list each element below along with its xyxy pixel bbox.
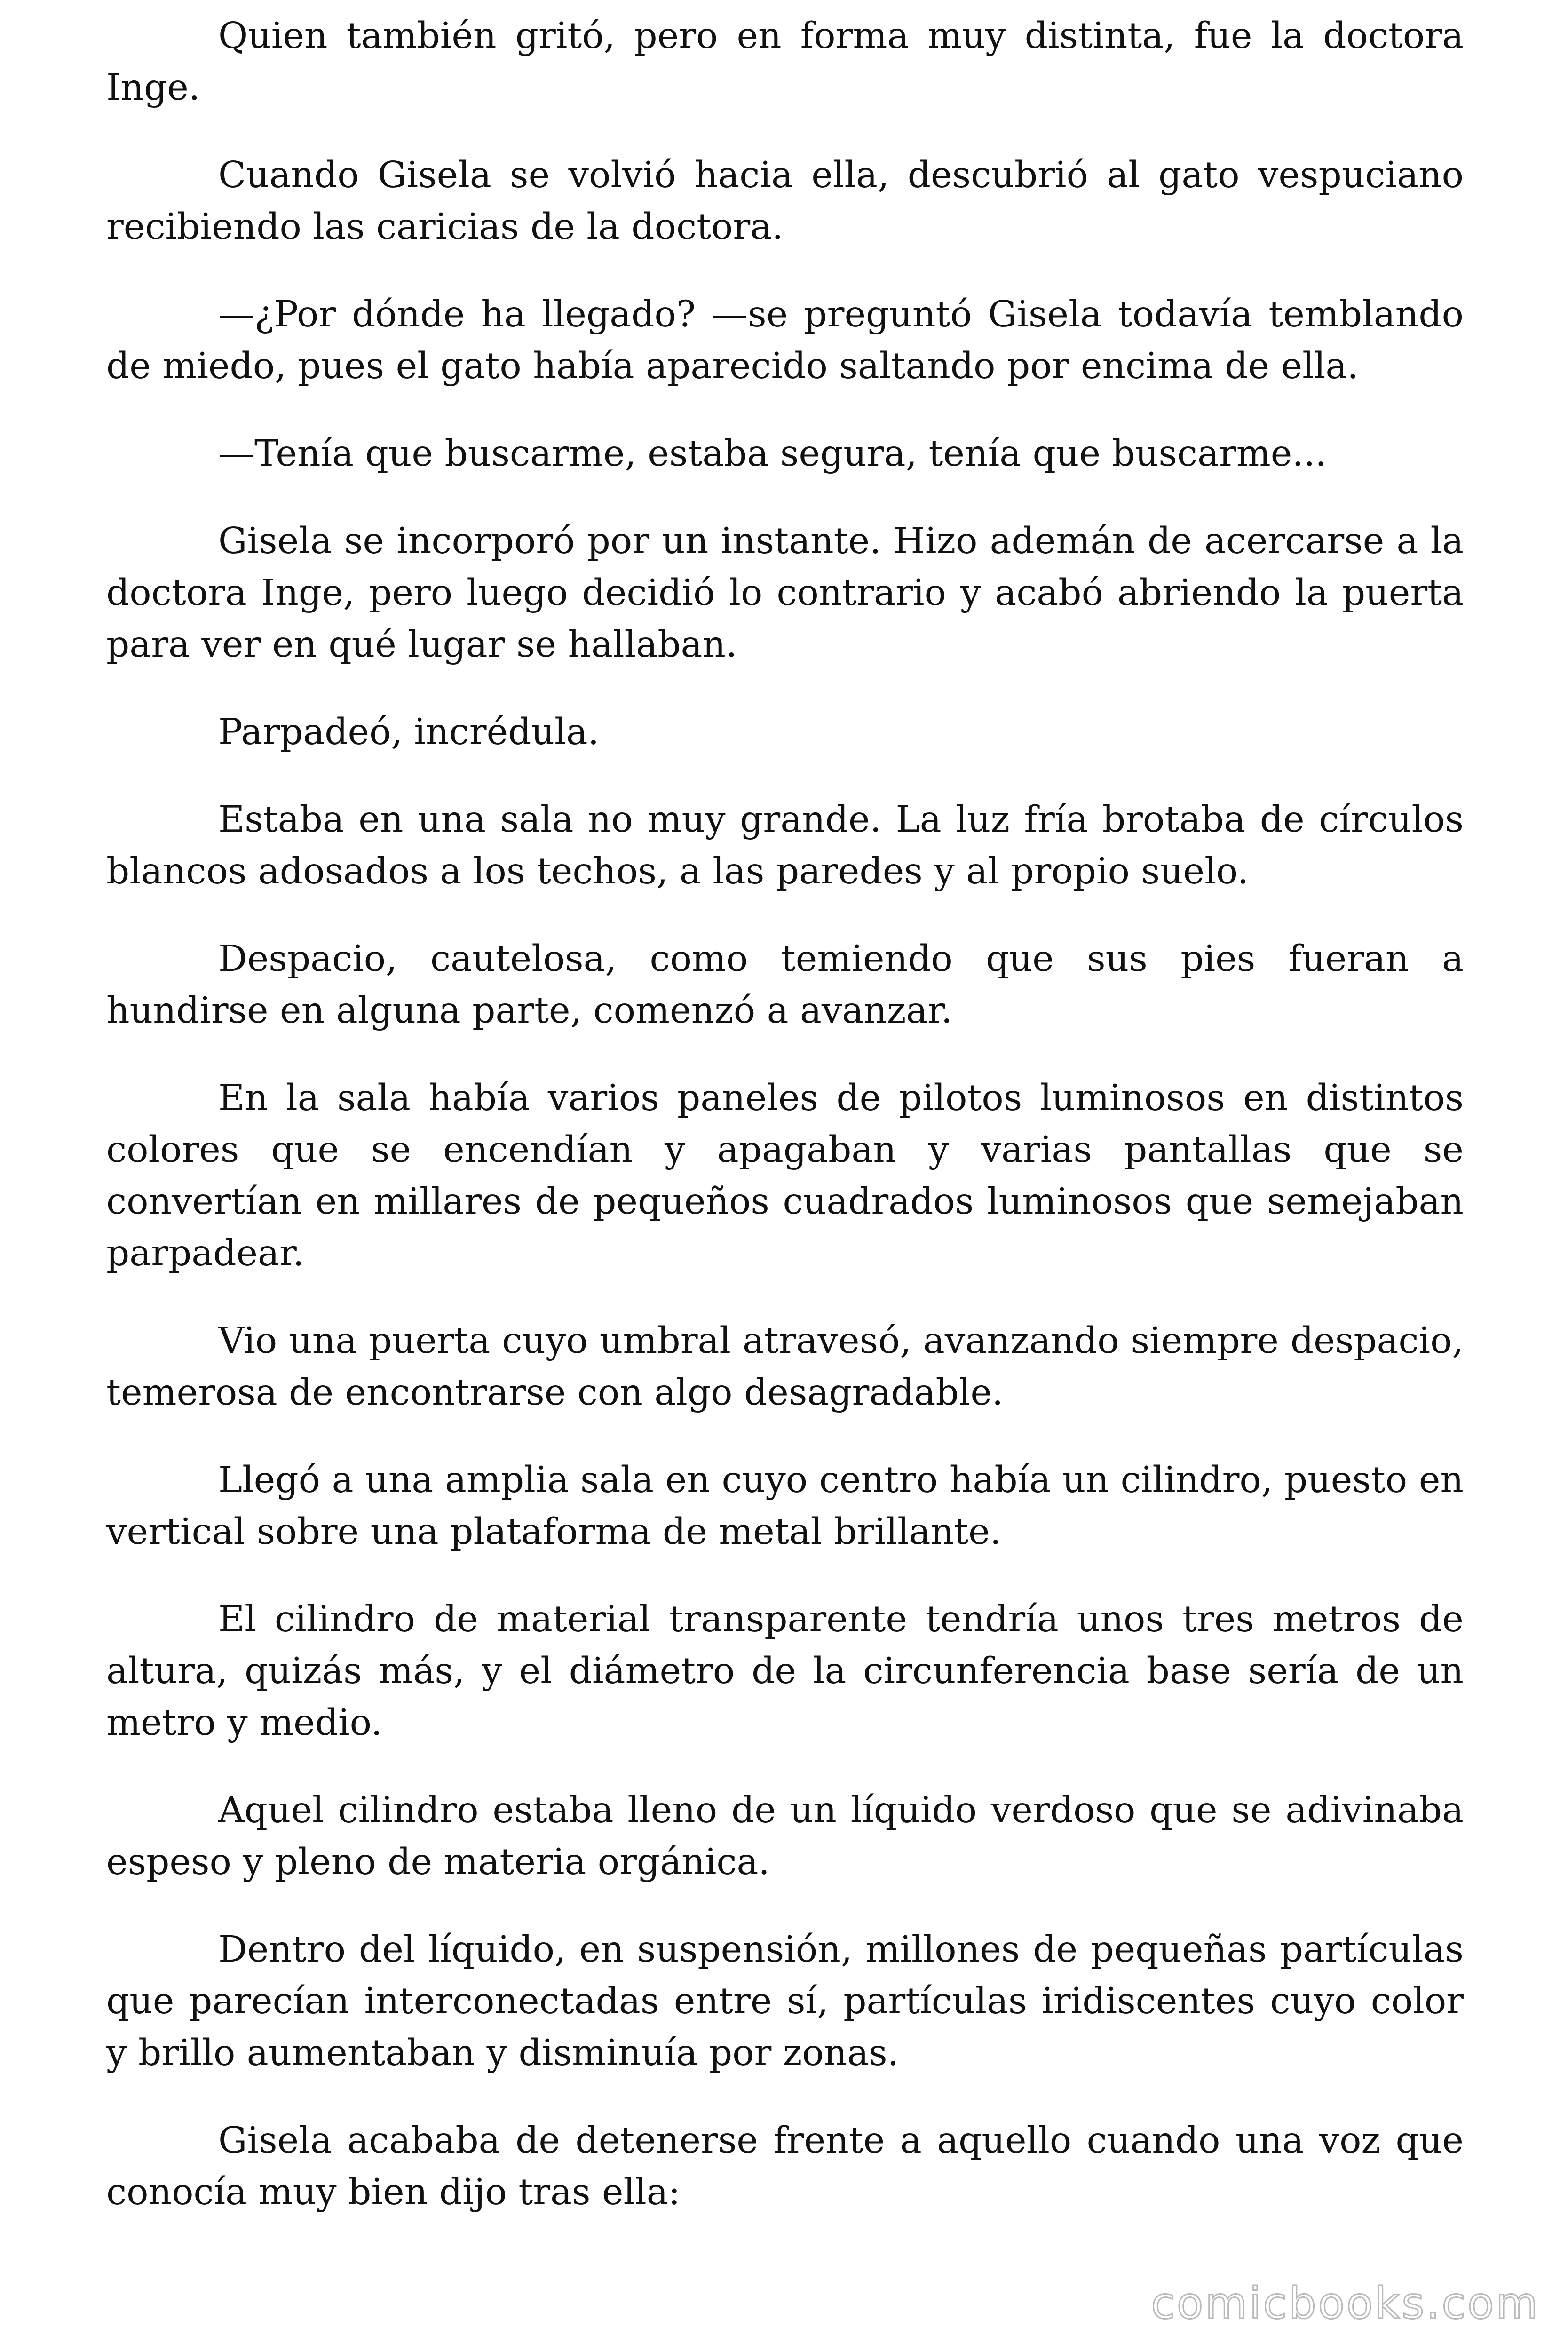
paragraph-10: Vio una puerta cuyo umbral atravesó, avanzando siempre despacio, temerosa de encontrarse con algo desagradable. <box>106 1320 1464 1414</box>
paragraph-11: Llegó a una amplia sala en cuyo centro había un cilindro, puesto en vertical sobre una plataforma de metal brillante. <box>106 1459 1464 1553</box>
paragraph-3: —¿Por dónde ha llegado? —se preguntó Gisela todavía temblando de miedo, pues el gato había aparecido saltando por encima de ella. <box>106 294 1464 387</box>
paragraph-15: Gisela acababa de detenerse frente a aquello cuando una voz que conocía muy bien dijo tras ella: <box>106 2120 1464 2213</box>
paragraph-9: En la sala había varios paneles de pilotos luminosos en distintos colores que se encendían y apagaban y varias pantallas que se convertían en millares de pequeños cuadrados luminosos que semejaban parpadear. <box>106 1077 1464 1274</box>
paragraph-5: Gisela se incorporó por un instante. Hizo ademán de acercarse a la doctora Inge, pero luego decidió lo contrario y acabó abriendo la puerta para ver en qué lugar se hallaban. <box>106 520 1464 666</box>
paragraph-1: Quien también gritó, pero en forma muy distinta, fue la doctora Inge. <box>106 15 1464 109</box>
paragraph-13: Aquel cilindro estaba lleno de un líquido verdoso que se adivinaba espeso y pleno de materia orgánica. <box>106 1789 1464 1883</box>
paragraph-6: Parpadeó, incrédula. <box>218 711 600 753</box>
watermark: comicbooks.com <box>1151 2278 1540 2328</box>
paragraph-14: Dentro del líquido, en suspensión, millones de pequeñas partículas que parecían interconectadas entre sí, partículas iridiscentes cuyo color y brillo aumentaban y disminuía por zonas. <box>106 1929 1464 2074</box>
paragraph-12: El cilindro de material transparente tendría unos tres metros de altura, quizás más, y el diámetro de la circunferencia base sería de un metro y medio. <box>106 1598 1464 1744</box>
paragraph-7: Estaba en una sala no muy grande. La luz fría brotaba de círculos blancos adosados a los techos, a las paredes y al propio suelo. <box>106 799 1464 892</box>
paragraph-8: Despacio, cautelosa, como temiendo que sus pies fueran a hundirse en alguna parte, comenzó a avanzar. <box>106 938 1464 1032</box>
paragraph-2: Cuando Gisela se volvió hacia ella, descubrió al gato vespuciano recibiendo las caricias de la doctora. <box>106 154 1464 248</box>
body-text <box>106 10 1464 2254</box>
paragraph-4: —Tenía que buscarme, estaba segura, tenía que buscarme... <box>218 433 1327 475</box>
